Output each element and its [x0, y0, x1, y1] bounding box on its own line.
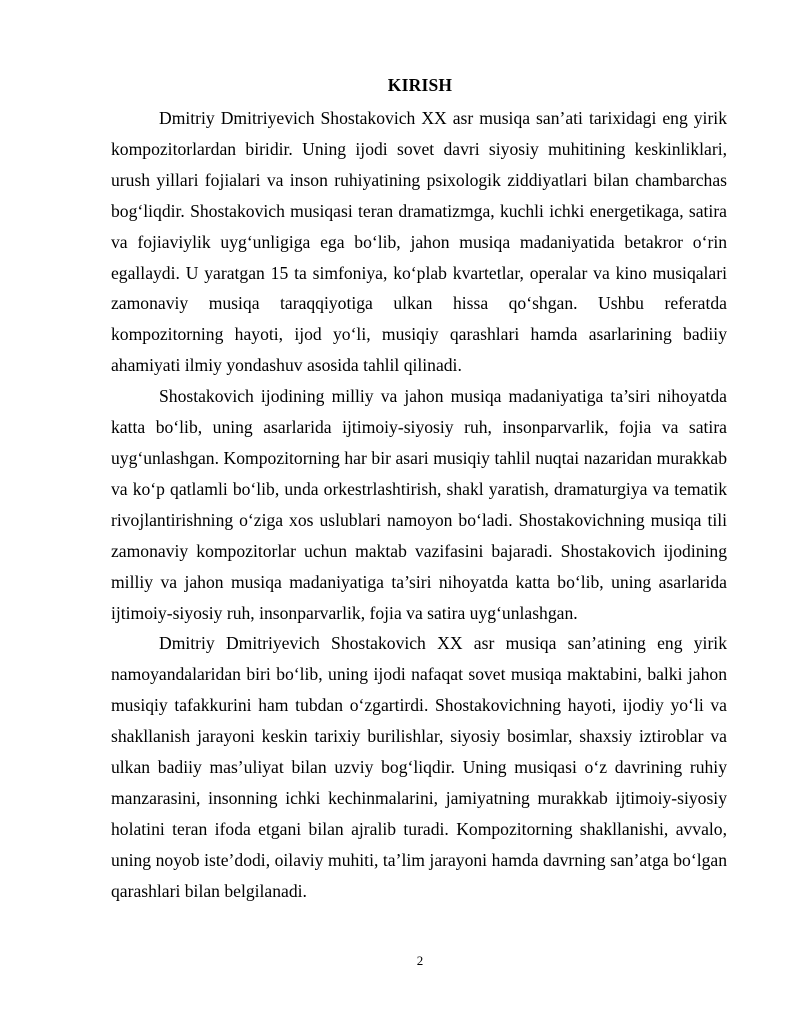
page-title: KIRISH: [387, 75, 453, 95]
paragraph-1: Dmitriy Dmitriyevich Shostakovich XX asr musiqa san’ati tarixidagi eng yirik kompozitorlardan biridir. Uning ijodi sovet davri siyosiy muhitining keskinliklari, urush yillari fojialari va inson ruhiyatining psixologik ziddiyatlari bilan chambarchas bog‘liqdir. Shostakovich musiqasi teran dramatizmga, kuchli ichki energetikaga, satira va fojiaviylik uyg‘unligiga ega bo‘lib, jahon musiqa madaniyatida betakror o‘rin egallaydi. U yaratgan 15 ta simfoniya, ko‘plab kvartetlar, operalar va kino musiqalari zamonaviy musiqa taraqqiyotiga ulkan hissa qo‘shgan. Ushbu referatda kompozitorning hayoti, ijod yo‘li, musiqiy qarashlari hamda asarlarining badiiy ahamiyati ilmiy yondashuv asosida tahlil qilinadi.: [111, 108, 727, 376]
page-number: 2: [416, 953, 424, 968]
body-text: [111, 103, 727, 907]
paragraph-3: Dmitriy Dmitriyevich Shostakovich XX asr musiqa san’atining eng yirik namoyandalaridan biri bo‘lib, uning ijodi nafaqat sovet musiqa maktabini, balki jahon musiqiy tafakkurini ham tubdan o‘zgartirdi. Shostakovichning hayoti, ijodiy yo‘li va shakllanish jarayoni keskin tarixiy burilishlar, siyosiy bosimlar, shaxsiy iztiroblar va ulkan badiiy mas’uliyat bilan uzviy bog‘liqdir. Uning musiqasi o‘z davrining ruhiy manzarasini, insonning ichki kechinmalarini, jamiyatning murakkab ijtimoiy-siyosiy holatini teran ifoda etgani bilan ajralib turadi. Kompozitorning shakllanishi, avvalo, uning noyob iste’dodi, oilaviy muhiti, ta’lim jarayoni hamda davrning san’atga bo‘lgan qarashlari bilan belgilanadi.: [111, 633, 727, 901]
paragraph-2: Shostakovich ijodining milliy va jahon musiqa madaniyatiga ta’siri nihoyatda katta bo‘lib, uning asarlarida ijtimoiy-siyosiy ruh, insonparvarlik, fojia va satira uyg‘unlashgan. Kompozitorning har bir asari musiqiy tahlil nuqtai nazaridan murakkab va ko‘p qatlamli bo‘lib, unda orkestrlashtirish, shakl yaratish, dramaturgiya va tematik rivojlantirishning o‘ziga xos uslublari namoyon bo‘ladi. Shostakovichning musiqa tili zamonaviy kompozitorlar uchun maktab vazifasini bajaradi. Shostakovich ijodining milliy va jahon musiqa madaniyatiga ta’siri nihoyatda katta bo‘lib, uning asarlarida ijtimoiy-siyosiy ruh, insonparvarlik, fojia va satira uyg‘unlashgan.: [111, 386, 727, 623]
